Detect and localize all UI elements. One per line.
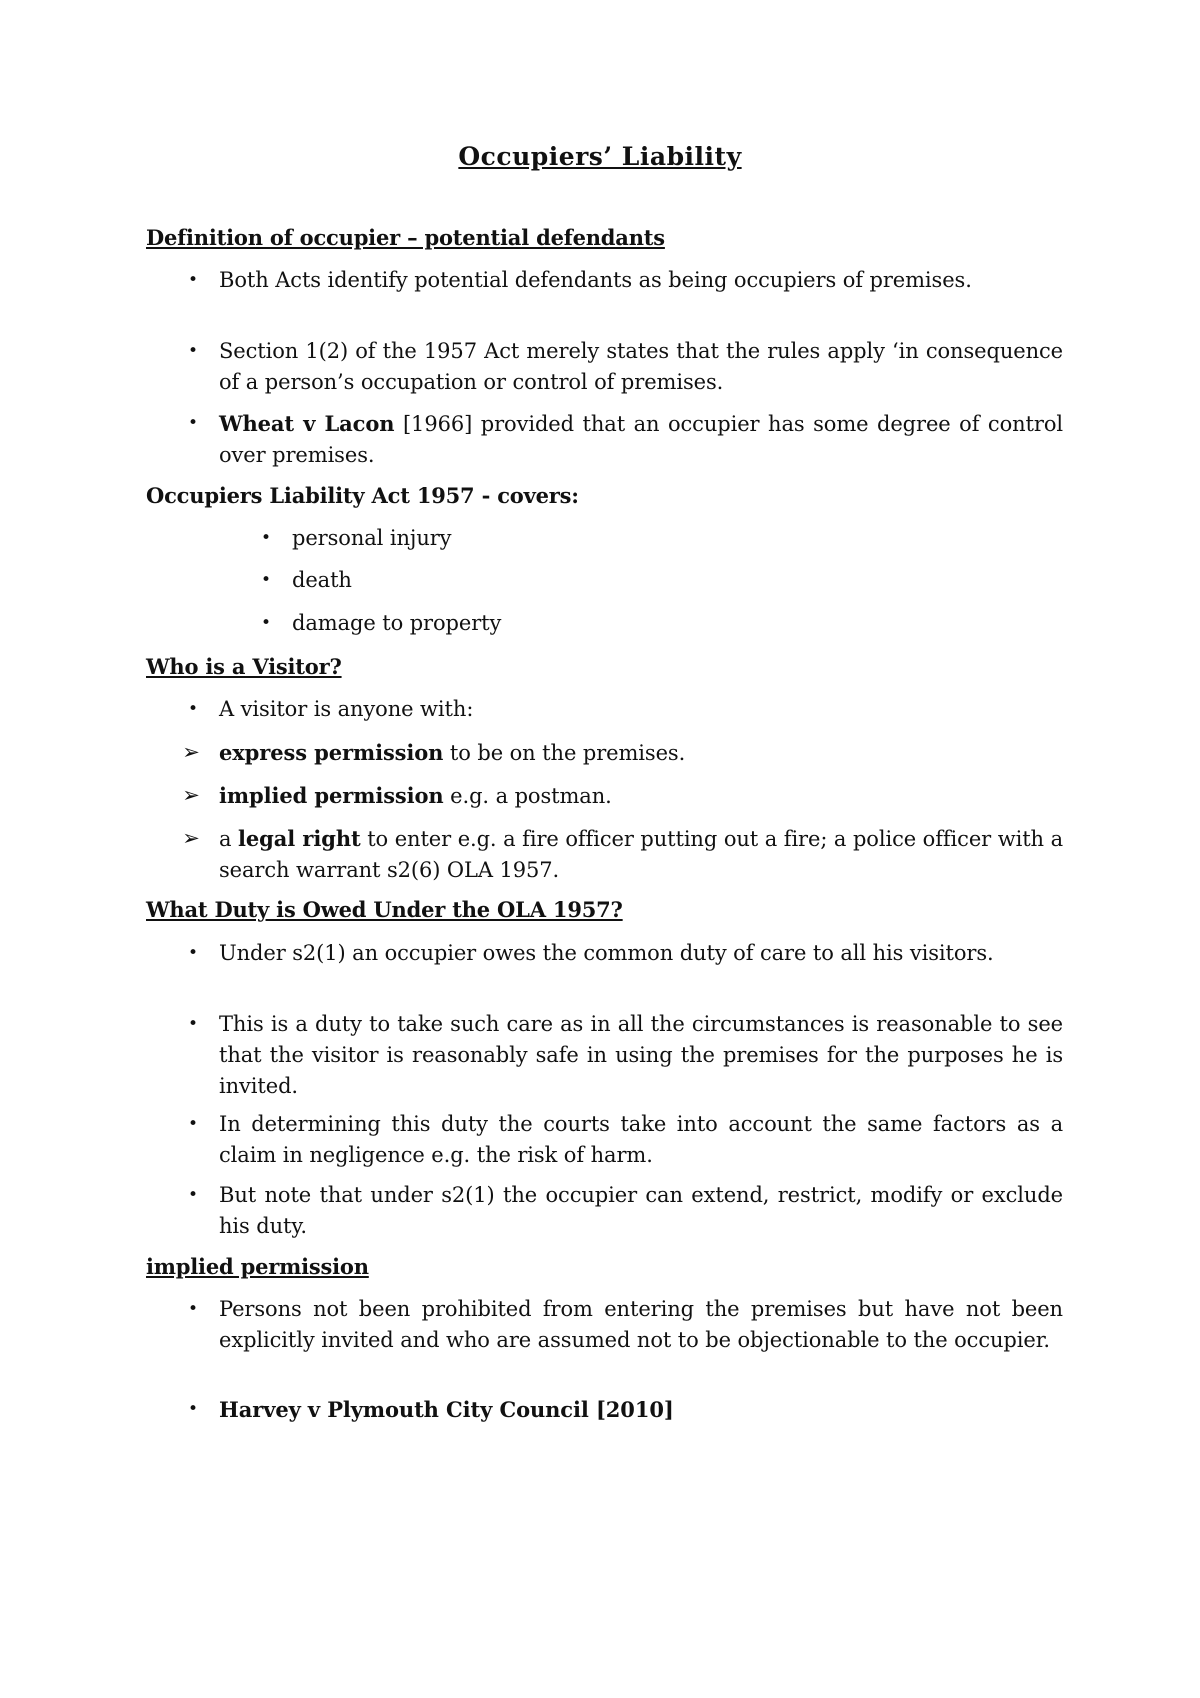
case-name: Harvey v Plymouth City Council [2010]	[219, 1397, 674, 1422]
section-heading-definition: Definition of occupier – potential defendants	[146, 225, 665, 250]
bullet-icon: •	[188, 1114, 198, 1134]
section-heading-visitor: Who is a Visitor?	[146, 654, 342, 679]
term: legal right	[238, 826, 361, 851]
bullet-icon: •	[188, 341, 198, 361]
bullet-icon: •	[261, 613, 271, 633]
term: implied permission	[219, 783, 444, 808]
bullet-icon: •	[188, 699, 198, 719]
list-item: • Section 1(2) of the 1957 Act merely states that the rules apply ‘in consequence of a person’s occupation or control of premises.	[219, 336, 1063, 398]
list-item: • death	[292, 565, 992, 596]
list-item: • Persons not been prohibited from entering the premises but have not been explicitly invited and who are assumed not to be objectionable to the occupier.	[219, 1294, 1063, 1356]
arrow-bullet-icon: ➢	[182, 826, 200, 850]
list-item: ➢ a legal right to enter e.g. a fire officer putting out a fire; a police officer with a search warrant s2(6) OLA 1957.	[219, 823, 1063, 886]
bullet-icon: •	[188, 1014, 198, 1034]
bullet-icon: •	[188, 943, 198, 963]
list-item: ➢ implied permission e.g. a postman.	[219, 780, 1063, 812]
list-item	[188, 1394, 1063, 1426]
section-heading-implied: implied permission	[146, 1254, 369, 1279]
list-item: ➢ express permission to be on the premises.	[219, 737, 1063, 769]
section-heading-duty: What Duty is Owed Under the OLA 1957?	[146, 897, 623, 922]
bullet-icon: •	[188, 1185, 198, 1205]
list-item: • personal injury	[292, 523, 992, 554]
list-item: • Under s2(1) an occupier owes the common duty of care to all his visitors.	[219, 938, 1063, 969]
bullet-icon: •	[188, 1299, 198, 1319]
section-heading-ola1957: Occupiers Liability Act 1957 - covers:	[146, 483, 579, 508]
list-item: • In determining this duty the courts take into account the same factors as a claim in negligence e.g. the risk of harm.	[219, 1109, 1063, 1171]
bullet-icon: •	[188, 413, 198, 433]
document-title: Occupiers’ Liability	[458, 142, 742, 171]
bullet-icon: •	[261, 570, 271, 590]
list-item: • damage to property	[292, 608, 992, 639]
list-item: • This is a duty to take such care as in all the circumstances is reasonable to see that the visitor is reasonably safe in using the premises for the purposes he is invited.	[219, 1009, 1063, 1102]
list-item: • But note that under s2(1) the occupier can extend, restrict, modify or exclude his duty.	[219, 1180, 1063, 1242]
bullet-icon: •	[261, 528, 271, 548]
arrow-bullet-icon: ➢	[182, 783, 200, 807]
bullet-icon: •	[188, 270, 198, 290]
term: express permission	[219, 740, 444, 765]
case-name: Wheat v Lacon	[219, 411, 395, 436]
list-item: • A visitor is anyone with:	[219, 694, 1063, 725]
arrow-bullet-icon: ➢	[182, 740, 200, 764]
bullet-icon: •	[188, 1399, 198, 1419]
list-item: • Wheat v Lacon [1966] provided that an occupier has some degree of control over premises.	[219, 408, 1063, 471]
list-item: • Both Acts identify potential defendants as being occupiers of premises.	[219, 265, 1063, 296]
